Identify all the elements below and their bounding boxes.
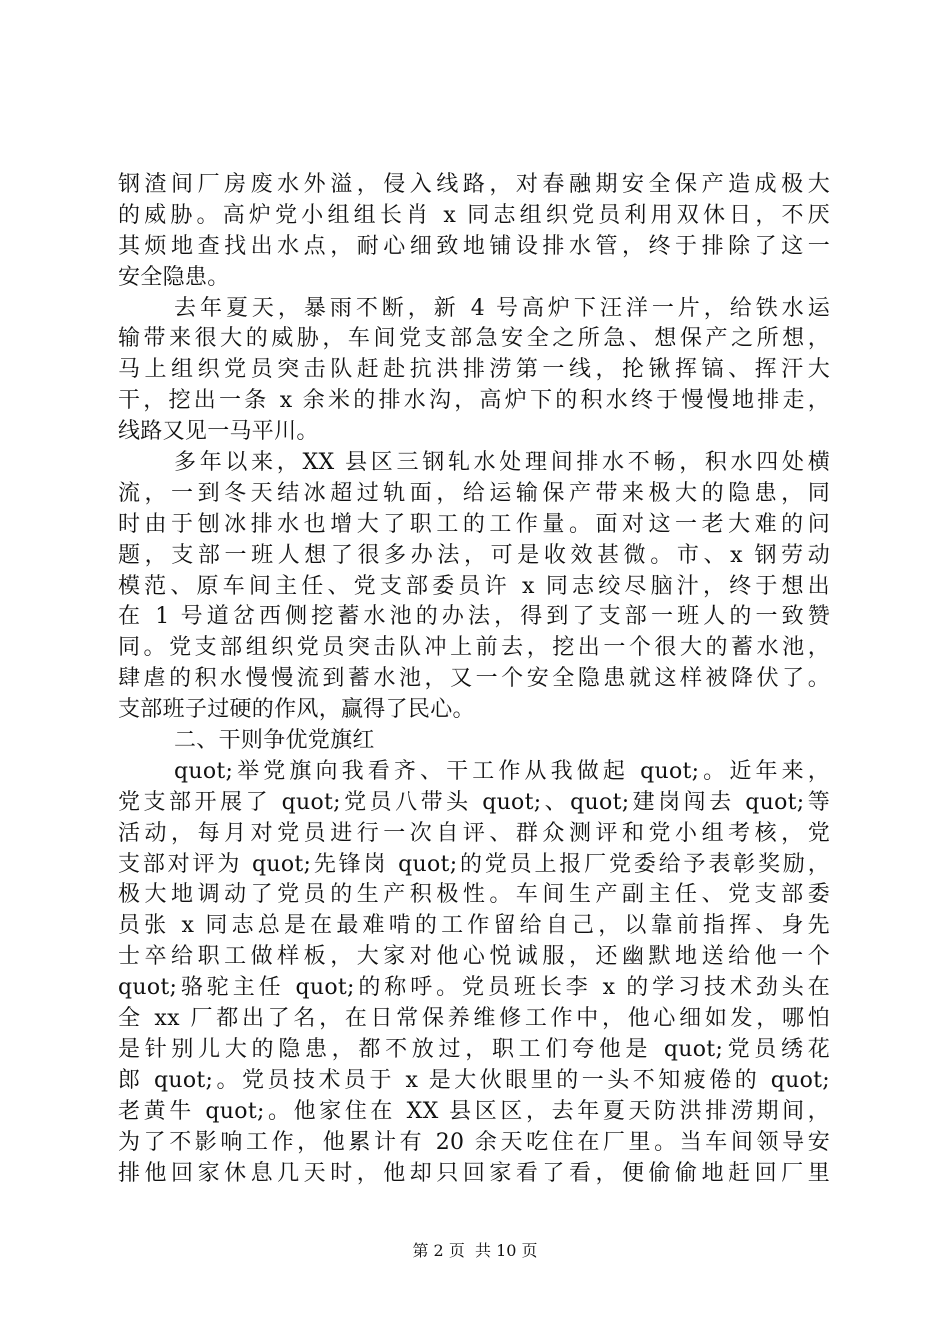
text-line: 全 xx 厂都出了名，在日常保养维修工作中，他心细如发，哪怕 (118, 1006, 830, 1032)
text-line: 是针别儿大的隐患，都不放过，职工们夸他是 quot;党员绣花 (118, 1036, 830, 1062)
text-line: 输带来很大的威胁，车间党支部急安全之所急、想保产之所想， (118, 326, 830, 352)
text-line: 在 1 号道岔西侧挖蓄水池的办法，得到了支部一班人的一致赞 (118, 604, 830, 630)
text-line: 安全隐患。 (118, 264, 230, 290)
text-line: 去年夏天，暴雨不断，新 4 号高炉下汪洋一片，给铁水运 (174, 295, 830, 321)
text-line: 肆虐的积水慢慢流到蓄水池，又一个安全隐患就这样被降伏了。 (118, 666, 830, 692)
text-line: 极大地调动了党员的生产积极性。车间生产副主任、党支部委 (118, 882, 830, 908)
text-line: 流，一到冬天结冰超过轨面，给运输保产带来极大的隐患，同 (118, 480, 830, 506)
text-line: 钢渣间厂房废水外溢，侵入线路，对春融期安全保产造成极大 (118, 172, 830, 197)
text-line: 支部对评为 quot;先锋岗 quot;的党员上报厂党委给予表彰奖励， (118, 851, 830, 877)
text-line: 多年以来，XX 县区三钢轧水处理间排水不畅，积水四处横 (174, 450, 830, 476)
text-line: 支部班子过硬的作风，赢得了民心。 (118, 697, 475, 723)
text-line: 活动，每月对党员进行一次自评、群众测评和党小组考核，党 (118, 820, 830, 846)
text-line: quot;举党旗向我看齐、干工作从我做起 quot;。近年来， (174, 758, 830, 784)
text-line: 的威胁。高炉党小组组长肖 x 同志组织党员利用双休日，不厌 (118, 202, 830, 228)
text-line: 同。党支部组织党员突击队冲上前去，挖出一个很大的蓄水池， (118, 635, 830, 661)
text-line: 郎 quot;。党员技术员于 x 是大伙眼里的一头不知疲倦的 quot; (118, 1067, 830, 1093)
text-line: 模范、原车间主任、党支部委员许 x 同志绞尽脑汁，终于想出 (118, 573, 830, 599)
text-line: 二、干则争优党旗红 (174, 728, 375, 754)
text-line: 线路又见一马平川。 (118, 419, 319, 445)
text-line: 干，挖出一条 x 余米的排水沟，高炉下的积水终于慢慢地排走， (118, 388, 830, 414)
text-line: 党支部开展了 quot;党员八带头 quot;、quot;建岗闯去 quot;等 (118, 789, 830, 815)
text-line: 马上组织党员突击队赶赴抗洪排涝第一线，抡锹挥镐、挥汗大 (118, 357, 830, 383)
text-line: 老黄牛 quot;。他家住在 XX 县区区，去年夏天防洪排涝期间， (118, 1098, 830, 1124)
text-line: 排他回家休息几天时，他却只回家看了看，便偷偷地赶回厂里 (118, 1160, 830, 1186)
text-line: 为了不影响工作，他累计有 20 余天吃住在厂里。当车间领导安 (118, 1129, 830, 1155)
text-line: 题，支部一班人想了很多办法，可是收效甚微。市、x 钢劳动 (118, 542, 830, 568)
text-line: quot;骆驼主任 quot;的称呼。党员班长李 x 的学习技术劲头在 (118, 975, 830, 1001)
text-line: 士卒给职工做样板，大家对他心悦诚服，还幽默地送给他一个 (118, 944, 830, 970)
text-line: 时由于刨冰排水也增大了职工的工作量。面对这一老大难的问 (118, 511, 830, 537)
text-line: 员张 x 同志总是在最难啃的工作留给自己，以靠前指挥、身先 (118, 913, 830, 939)
document-body (118, 170, 830, 1189)
page-footer: 第 2 页 共 10 页 (412, 1241, 538, 1260)
text-line: 其烦地查找出水点，耐心细致地铺设排水管，终于排除了这一 (118, 233, 830, 259)
